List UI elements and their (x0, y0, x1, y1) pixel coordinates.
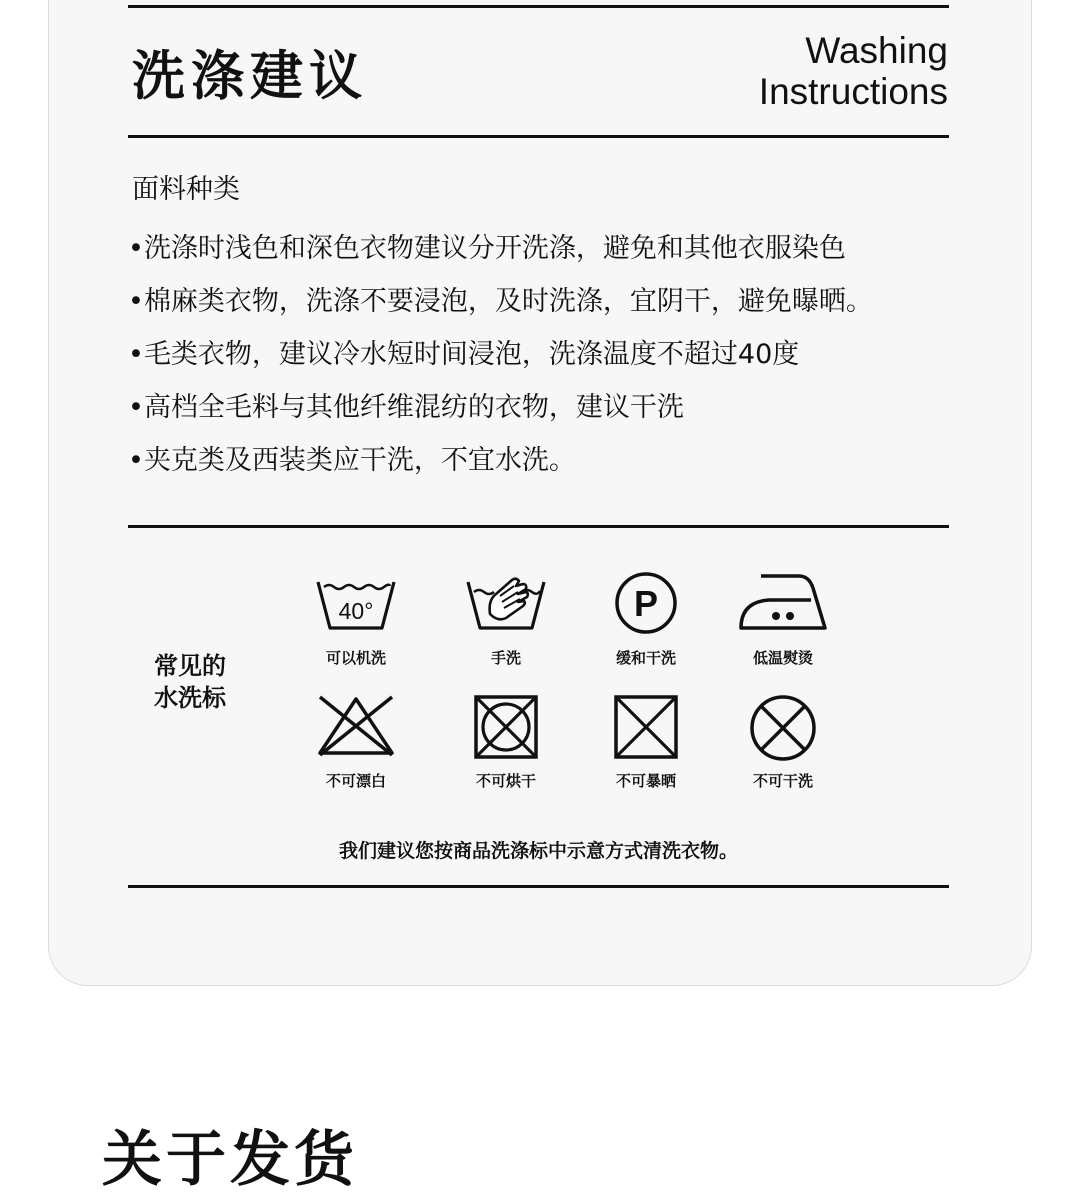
hand-wash-icon (466, 572, 546, 636)
no-sun-dry-icon (606, 695, 686, 759)
symbols-bottom-divider (128, 885, 949, 888)
washing-title-en-line1: Washing (805, 30, 948, 71)
care-symbol-no-dry-clean (728, 695, 838, 790)
washing-tip: • 毛类衣物，建议冷水短时间浸泡，洗涤温度不超过40度 (128, 328, 873, 381)
header-divider (128, 135, 949, 138)
washing-recommendation: 我们建议您按商品洗涤标中示意方式清洗衣物。 (338, 840, 738, 862)
care-symbol-caption: 手洗 (490, 649, 521, 667)
care-symbols-label (154, 650, 244, 714)
no-bleach-icon (316, 695, 396, 759)
wash-temperature: 40° (338, 598, 374, 624)
care-symbol-hand-wash (451, 572, 561, 667)
care-symbol-caption: 低温熨烫 (752, 649, 813, 667)
care-symbol-no-tumble-dry (451, 695, 561, 790)
care-symbol-no-sun-dry (591, 695, 701, 790)
washing-tip: • 高档全毛料与其他纤维混纺的衣物，建议干洗 (128, 381, 873, 434)
symbols-top-divider (128, 525, 949, 528)
washing-title-en (759, 30, 948, 112)
washing-tip: • 洗涤时浅色和深色衣物建议分开洗涤，避免和其他衣服染色 (128, 222, 873, 275)
washing-title-cn: 洗涤建议 (132, 46, 368, 107)
care-symbol-caption: 不可漂白 (325, 772, 386, 790)
care-symbol-machine-wash (301, 572, 411, 667)
dry-clean-p-icon (606, 572, 686, 636)
washing-tips-list (128, 222, 873, 487)
fabric-type-label: 面料种类 (132, 174, 240, 205)
washing-tip: • 棉麻类衣物，洗涤不要浸泡，及时洗涤，宜阴干，避免曝晒。 (128, 275, 873, 328)
care-symbols-label-line2: 水洗标 (154, 684, 226, 712)
care-symbol-low-temp-iron (728, 572, 838, 667)
care-symbol-caption: 不可烘干 (475, 772, 536, 790)
shipping-section-title: 关于发货 (102, 1125, 358, 1195)
washing-title-en-line2: Instructions (758, 71, 948, 112)
care-symbol-no-bleach (301, 695, 411, 790)
care-symbol-caption: 缓和干洗 (615, 649, 676, 667)
no-tumble-dry-icon (466, 695, 546, 759)
care-symbol-caption: 不可暴晒 (615, 772, 676, 790)
care-symbol-caption: 可以机洗 (325, 649, 386, 667)
washing-tip: • 夹克类及西装类应干洗，不宜水洗。 (128, 434, 873, 487)
care-symbol-dry-clean-gentle (591, 572, 701, 667)
low-temp-iron-icon (743, 572, 823, 636)
top-divider (128, 5, 949, 8)
machine-wash-40-icon (316, 572, 396, 636)
no-dry-clean-icon (743, 695, 823, 759)
dry-clean-letter: P (633, 583, 659, 624)
care-symbol-caption: 不可干洗 (752, 772, 813, 790)
care-symbols-label-line1: 常见的 (154, 652, 226, 680)
